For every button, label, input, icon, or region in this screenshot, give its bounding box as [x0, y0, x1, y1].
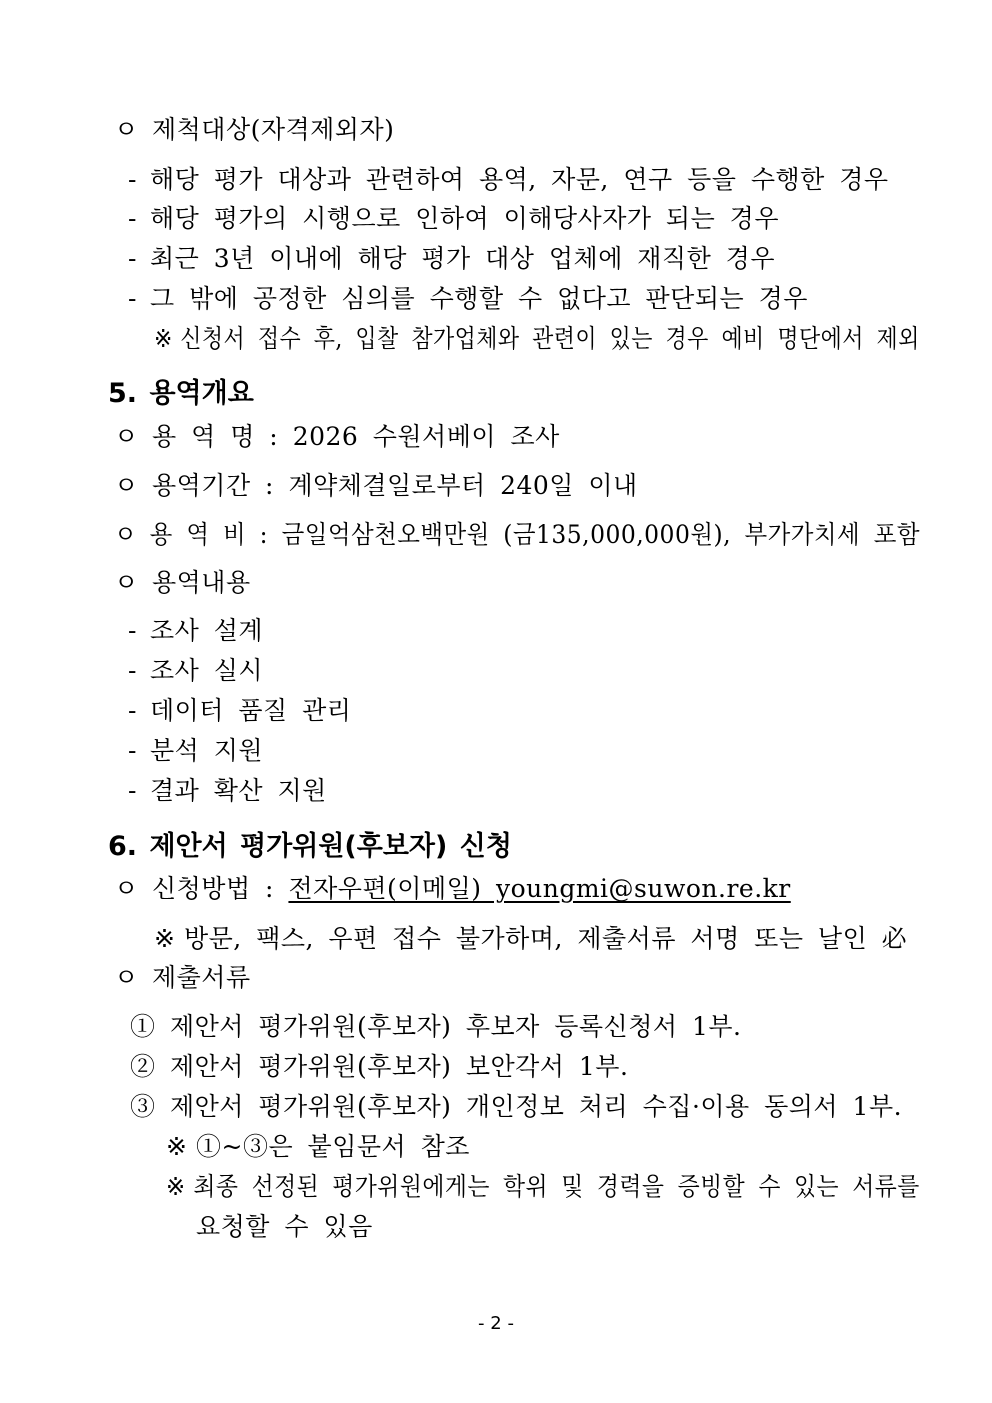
dash-bullet-icon: -: [128, 204, 137, 233]
docs-note-continuation: 요청할 수 있음: [196, 1212, 373, 1241]
dash-bullet-icon: -: [128, 284, 137, 313]
docs-line: [114, 962, 251, 994]
circle-bullet-icon: ㅇ: [114, 422, 139, 451]
circle-bullet-icon: ㅇ: [114, 520, 138, 549]
doc-item: ③ 제안서 평가위원(후보자) 개인정보 처리 수집·이용 동의서 1부.: [130, 1092, 903, 1121]
page-number: - 2 -: [478, 1313, 514, 1334]
note-mark-icon: ※: [166, 1132, 188, 1161]
disqual-item-text: 해당 평가 대상과 관련하여 용역, 자문, 연구 등을 수행한 경우: [150, 165, 889, 194]
dash-bullet-icon: -: [128, 616, 137, 645]
content-item-text: 분석 지원: [150, 736, 264, 765]
circle-bullet-icon: ㅇ: [114, 874, 139, 903]
circle-bullet-icon: ㅇ: [114, 115, 139, 144]
docs-note-text: 최종 선정된 평가위원에게는 학위 및 경력을 증빙할 수 있는 서류를: [193, 1172, 920, 1201]
dash-bullet-icon: -: [128, 165, 137, 194]
section6-heading: 6. 제안서 평가위원(후보자) 신청: [108, 831, 512, 862]
dash-bullet-icon: -: [128, 244, 137, 273]
circle-bullet-icon: ㅇ: [114, 963, 139, 992]
doc-item: ① 제안서 평가위원(후보자) 후보자 등록신청서 1부.: [130, 1012, 742, 1041]
content-item-text: 조사 실시: [150, 656, 264, 685]
content-item: [128, 695, 351, 727]
service-content-line: [114, 567, 251, 599]
docs-label: 제출서류: [152, 963, 251, 992]
content-item: [128, 735, 263, 767]
disqual-item-text: 최근 3년 이내에 해당 평가 대상 업체에 재직한 경우: [150, 244, 775, 273]
dash-bullet-icon: -: [128, 656, 137, 685]
content-item: [128, 615, 263, 647]
content-item: [128, 775, 327, 807]
apply-method-note-text: 방문, 팩스, 우편 접수 불가하며, 제출서류 서명 또는 날인 必: [184, 924, 908, 953]
note-mark-icon: ※: [154, 924, 176, 953]
disqual-title: 제척대상(자격제외자): [152, 115, 395, 144]
service-cost-value: 금일억삼천오백만원 (금135,000,000원), 부가가치세 포함: [281, 520, 920, 549]
docs-note-text: ①~③은 붙임문서 참조: [196, 1132, 470, 1161]
service-period-line: ㅇ 용역기간 : 계약체결일로부터 240일 이내: [114, 471, 638, 500]
circle-bullet-icon: ㅇ: [114, 471, 139, 500]
apply-method-label: 신청방법: [152, 874, 251, 903]
apply-method-note: [154, 923, 907, 955]
service-cost-line: ㅇ 용 역 비 : 금일억삼천오백만원 (금135,000,000원), 부가가치세 포함: [114, 520, 920, 549]
docs-note: [166, 1131, 470, 1163]
dash-bullet-icon: -: [128, 776, 137, 805]
service-name-line: ㅇ 용 역 명 : 2026 수원서베이 조사: [114, 422, 560, 451]
service-content-label: 용역내용: [152, 568, 251, 597]
disqual-note-text: 신청서 접수 후, 입찰 참가업체와 관련이 있는 경우 예비 명단에서 제외: [180, 324, 920, 353]
disqual-item: [128, 164, 889, 196]
disqual-item: [128, 283, 808, 315]
note-mark-icon: ※: [154, 324, 173, 353]
service-period-value: 계약체결일로부터 240일 이내: [288, 471, 638, 500]
section5-heading: 5. 용역개요: [108, 378, 254, 409]
note-mark-icon: ※: [166, 1172, 186, 1201]
content-item-text: 데이터 품질 관리: [150, 696, 352, 725]
service-period-label: 용역기간: [152, 471, 251, 500]
disqual-item-text: 그 밖에 공정한 심의를 수행할 수 없다고 판단되는 경우: [150, 284, 808, 313]
service-name-label: 용 역 명: [152, 422, 255, 451]
docs-note: [166, 1171, 920, 1203]
circle-bullet-icon: ㅇ: [114, 568, 139, 597]
disqual-note: [154, 323, 920, 355]
content-item-text: 결과 확산 지원: [150, 776, 327, 805]
disqual-item: [128, 243, 775, 275]
dash-bullet-icon: -: [128, 736, 137, 765]
disqual-title-line: [114, 114, 394, 146]
doc-item: ② 제안서 평가위원(후보자) 보안각서 1부.: [130, 1052, 629, 1081]
disqual-item: [128, 203, 779, 235]
disqual-item-text: 해당 평가의 시행으로 인하여 이해당사자가 되는 경우: [150, 204, 779, 233]
content-item: [128, 655, 263, 687]
content-item-text: 조사 설계: [150, 616, 264, 645]
service-name-value: 2026 수원서베이 조사: [292, 422, 560, 451]
service-cost-label: 용 역 비: [149, 520, 247, 549]
apply-method-line: ㅇ 신청방법 : 전자우편(이메일) youngmi@suwon.re.kr: [114, 874, 791, 903]
dash-bullet-icon: -: [128, 696, 137, 725]
apply-email-link[interactable]: 전자우편(이메일) youngmi@suwon.re.kr: [288, 874, 791, 903]
